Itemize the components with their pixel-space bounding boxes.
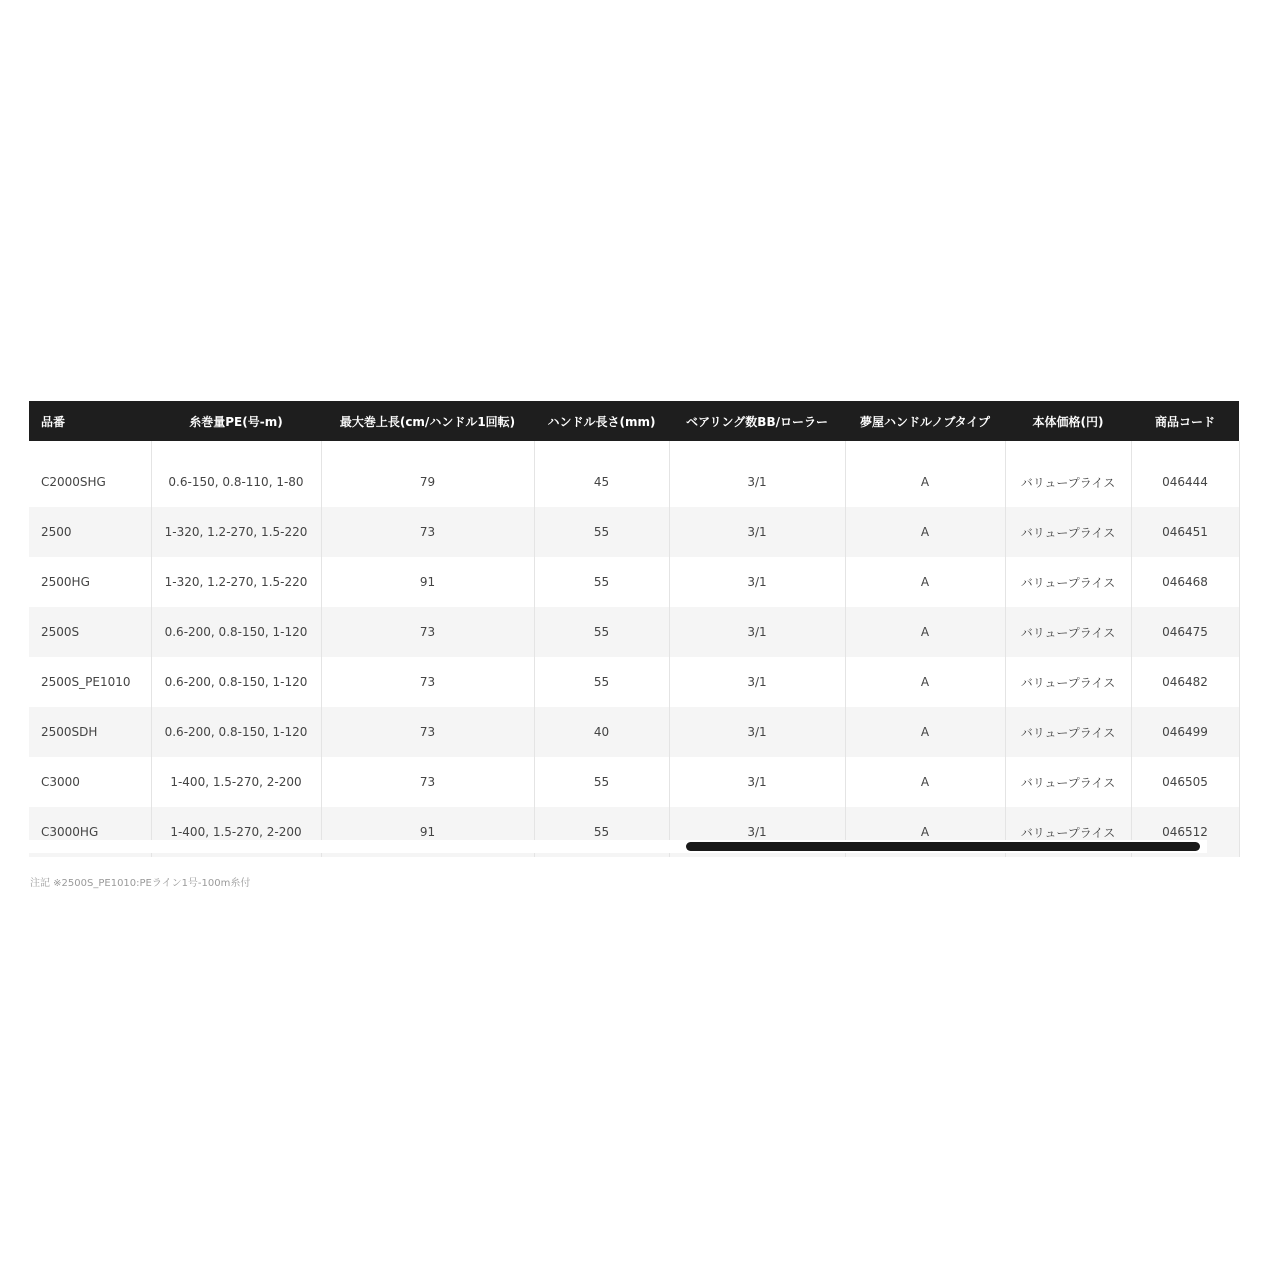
table-cell: A	[845, 607, 1005, 657]
table-cell: 1-320, 1.2-270, 1.5-220	[151, 557, 321, 607]
table-cell: 046468	[1131, 557, 1239, 607]
table-cell: 1-320, 1.2-270, 1.5-220	[151, 507, 321, 557]
table-cell: 046475	[1131, 607, 1239, 657]
table-cell: 0.6-200, 0.8-150, 1-120	[151, 707, 321, 757]
table-row	[29, 657, 1239, 707]
table-cell: 91	[321, 807, 534, 857]
table-cell: 046499	[1131, 707, 1239, 757]
table-row	[29, 707, 1239, 757]
table-cell: 73	[321, 757, 534, 807]
table-cell: バリュープライス	[1005, 707, 1131, 757]
table-cell: C3000	[29, 757, 151, 807]
table-cell: C2000SHG	[29, 457, 151, 507]
table-cell: 2500SDH	[29, 707, 151, 757]
table-cell: 3/1	[669, 757, 845, 807]
table-cell: A	[845, 657, 1005, 707]
table-cell: C3000HG	[29, 807, 151, 857]
table-cell: バリュープライス	[1005, 507, 1131, 557]
table-row	[29, 607, 1239, 657]
table-cell: 046444	[1131, 457, 1239, 507]
table-cell: 046451	[1131, 507, 1239, 557]
column-header: ハンドル長さ(mm)	[534, 401, 669, 441]
table-cell: 73	[321, 507, 534, 557]
column-header: 最大巻上長(cm/ハンドル1回転)	[321, 401, 534, 441]
column-header: ベアリング数BB/ローラー	[669, 401, 845, 441]
table-cell: 046512	[1131, 807, 1239, 857]
table-cell: 0.6-200, 0.8-150, 1-120	[151, 607, 321, 657]
table-cell: バリュープライス	[1005, 757, 1131, 807]
spec-table-viewport	[29, 401, 1215, 841]
table-cell: 3/1	[669, 557, 845, 607]
table-cell: 2500HG	[29, 557, 151, 607]
table-cell: 046482	[1131, 657, 1239, 707]
table-cell: バリュープライス	[1005, 807, 1131, 857]
table-cell: 3/1	[669, 607, 845, 657]
table-cell: 3/1	[669, 457, 845, 507]
table-cell: 55	[534, 607, 669, 657]
spec-table	[29, 401, 1240, 857]
table-cell: 55	[534, 807, 669, 857]
table-cell: 2500	[29, 507, 151, 557]
table-cell: 3/1	[669, 807, 845, 857]
table-cell: A	[845, 807, 1005, 857]
table-cell: A	[845, 757, 1005, 807]
column-header: 商品コード	[1131, 401, 1239, 441]
table-cell: 55	[534, 507, 669, 557]
table-cell: 0.6-200, 0.8-150, 1-120	[151, 657, 321, 707]
table-cell: 73	[321, 707, 534, 757]
column-header: 糸巻量PE(号-m)	[151, 401, 321, 441]
table-row	[29, 757, 1239, 807]
horizontal-scrollbar[interactable]	[29, 840, 1207, 853]
table-cell: 55	[534, 657, 669, 707]
table-cell: 3/1	[669, 507, 845, 557]
table-cell: 1-400, 1.5-270, 2-200	[151, 757, 321, 807]
table-cell: A	[845, 457, 1005, 507]
table-cell: 91	[321, 557, 534, 607]
table-footnote: 注記 ※2500S_PE1010:PEライン1号-100m糸付	[30, 878, 251, 889]
table-cell: 79	[321, 457, 534, 507]
table-cell: 73	[321, 657, 534, 707]
table-cell: 40	[534, 707, 669, 757]
table-cell: 55	[534, 757, 669, 807]
scrollbar-thumb[interactable]	[686, 842, 1200, 851]
table-cell: 3/1	[669, 657, 845, 707]
table-cell: 2500S_PE1010	[29, 657, 151, 707]
table-row	[29, 557, 1239, 607]
table-cell: 3/1	[669, 707, 845, 757]
header-spacer	[29, 441, 1239, 457]
table-cell: 0.6-150, 0.8-110, 1-80	[151, 457, 321, 507]
table-cell: 046505	[1131, 757, 1239, 807]
spec-table-container[interactable]	[29, 401, 1215, 854]
table-cell: A	[845, 507, 1005, 557]
table-cell: 2500S	[29, 607, 151, 657]
table-cell: バリュープライス	[1005, 657, 1131, 707]
column-header: 本体価格(円)	[1005, 401, 1131, 441]
table-cell: 1-400, 1.5-270, 2-200	[151, 807, 321, 857]
table-cell: 73	[321, 607, 534, 657]
table-cell: バリュープライス	[1005, 557, 1131, 607]
column-header: 夢屋ハンドルノブタイプ	[845, 401, 1005, 441]
table-cell: A	[845, 557, 1005, 607]
table-header-row	[29, 401, 1239, 441]
table-cell: A	[845, 707, 1005, 757]
table-cell: 55	[534, 557, 669, 607]
table-row	[29, 457, 1239, 507]
table-cell: 45	[534, 457, 669, 507]
column-header: 品番	[29, 401, 151, 441]
table-cell: バリュープライス	[1005, 457, 1131, 507]
table-row	[29, 507, 1239, 557]
table-cell: バリュープライス	[1005, 607, 1131, 657]
